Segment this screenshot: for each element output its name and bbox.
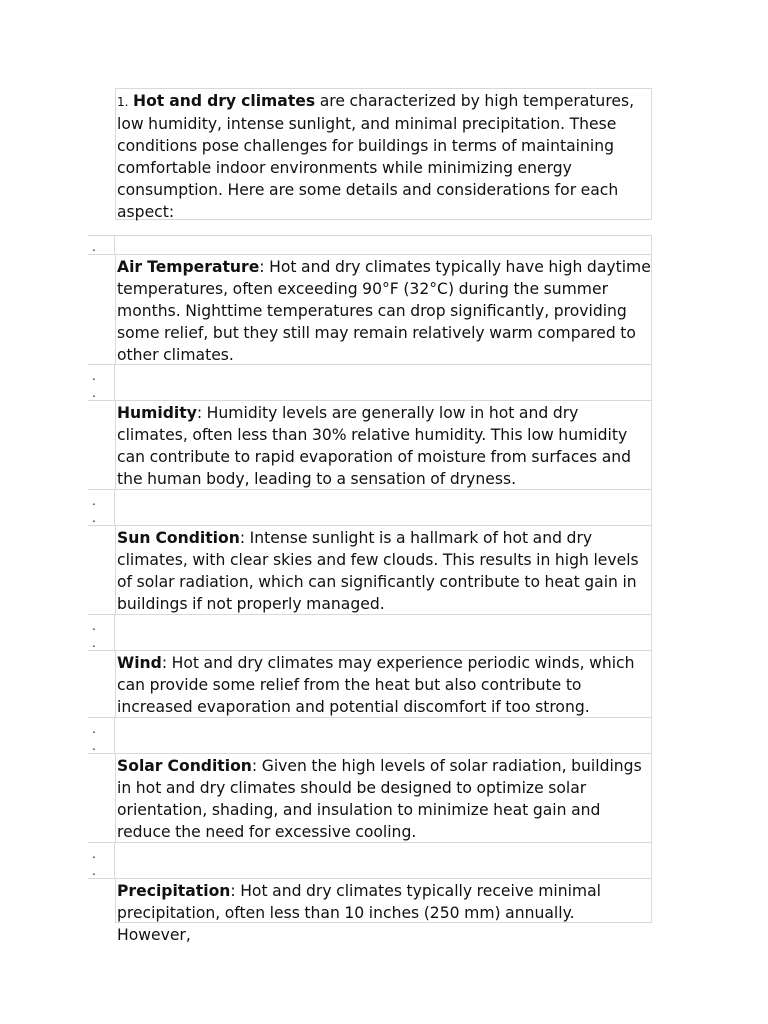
separator-row — [88, 614, 652, 651]
separator-dot: . — [92, 722, 96, 736]
separator-row — [88, 364, 652, 401]
text-air-temperature: : Hot and dry climates typically have high daytime temperatures, often exceeding 90°F (32°C) during the summer months. Nighttime temperatures can drop significantly, providing some relief, but they still may remain relatively warm compared to other climates. — [117, 258, 651, 364]
text-precipitation: : Hot and dry climates typically receive minimal precipitation, often less than 10 inches (250 mm) annually. However, — [117, 882, 602, 944]
paragraph-wind — [115, 650, 652, 718]
term-solar-condition: Solar Condition — [117, 757, 252, 775]
text-sun-condition: : Intense sunlight is a hallmark of hot and dry climates, with clear skies and few clouds. This results in high levels of solar radiation, which can significantly contribute to heat gain in buildings if not properly managed. — [117, 529, 639, 613]
text-humidity: : Humidity levels are generally low in hot and dry climates, often less than 30% relative humidity. This low humidity can contribute to rapid evaporation of moisture from surfaces and the human body, leading to a sensation of dryness. — [117, 404, 632, 488]
paragraph-air-temperature — [115, 254, 652, 365]
intro-number: 1. — [117, 95, 129, 109]
term-wind: Wind — [117, 654, 162, 672]
separator-dot: . — [92, 494, 96, 508]
separator-dot: . — [92, 636, 96, 650]
separator-row — [88, 235, 652, 255]
paragraph-sun-condition — [115, 525, 652, 615]
term-humidity: Humidity — [117, 404, 197, 422]
separator-dot: . — [92, 511, 96, 525]
separator-dot: . — [92, 386, 96, 400]
term-air-temperature: Air Temperature — [117, 258, 260, 276]
intro-term: Hot and dry climates — [133, 92, 316, 110]
term-sun-condition: Sun Condition — [117, 529, 240, 547]
intro-paragraph — [115, 88, 652, 220]
separator-dot: . — [92, 240, 96, 254]
separator-dot: . — [92, 619, 96, 633]
paragraph-precipitation — [115, 878, 652, 944]
term-precipitation: Precipitation — [117, 882, 231, 900]
separator-dot: . — [92, 369, 96, 383]
separator-row — [88, 489, 652, 526]
separator-dot: . — [92, 864, 96, 878]
separator-row — [88, 842, 652, 879]
separator-dot: . — [92, 739, 96, 753]
paragraph-solar-condition — [115, 753, 652, 843]
intro-text: are characterized by high temperatures, low humidity, intense sunlight, and minimal precipitation. These conditions pose challenges for buildings in terms of maintaining comfortable indoor environments while minimizing energy consumption. Here are some details and considerations for each aspect: — [117, 92, 635, 221]
text-solar-condition: : Given the high levels of solar radiation, buildings in hot and dry climates should be designed to optimize solar orientation, shading, and insulation to minimize heat gain and reduce the need for excessive cooling. — [117, 757, 642, 841]
paragraph-humidity — [115, 400, 652, 490]
separator-dot: . — [92, 847, 96, 861]
text-wind: : Hot and dry climates may experience periodic winds, which can provide some relief from the heat but also contribute to increased evaporation and potential discomfort if too strong. — [117, 654, 635, 716]
separator-row — [88, 717, 652, 754]
